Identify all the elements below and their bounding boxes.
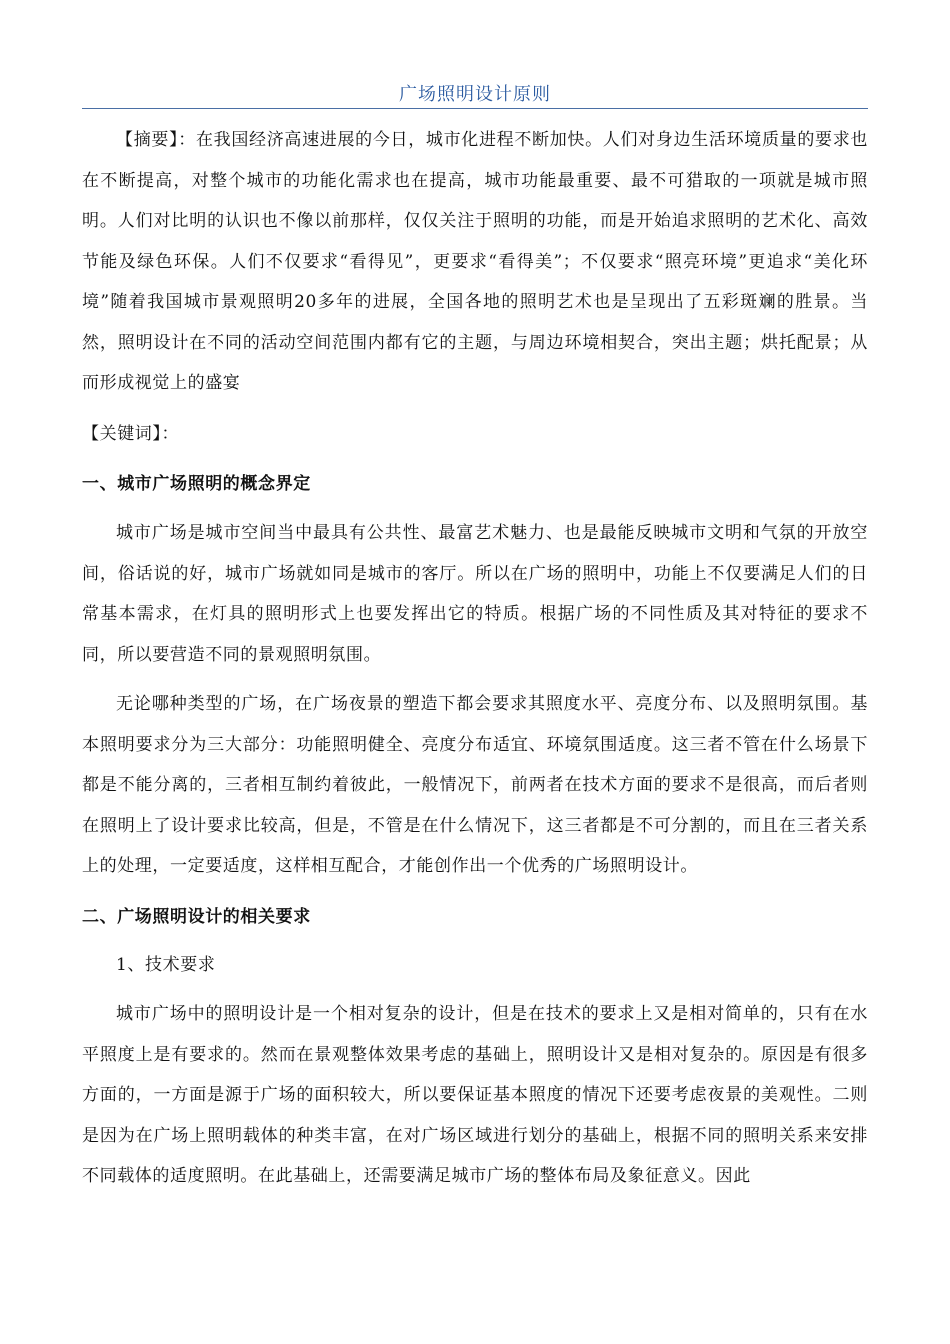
header-title: 广场照明设计原则 <box>399 84 551 105</box>
keywords-label: 【关键词】： <box>82 423 180 444</box>
section-1-paragraph-2: 无论哪种类型的广场，在广场夜景的塑造下都会要求其照度水平、亮度分布、以及照明氛围。基本照明要求分为三大部分：功能照明健全、亮度分布适宜、环境氛围适度。这三者不管在什么场景下都是不能分离的，三者相互制约着彼此，一般情况下，前两者在技术方面的要求不是很高，而后者则在照明上了设计要求比较高，但是，不管是在什么情况下，这三者都是不可分割的，而且在三者关系上的处理，一定要适度，这样相互配合，才能创作出一个优秀的广场照明设计。 <box>82 694 868 876</box>
abstract-label: 【摘要】： <box>116 130 196 150</box>
document-body <box>82 120 868 1197</box>
section-1-paragraph-1: 城市广场是城市空间当中最具有公共性、最富艺术魅力、也是最能反映城市文明和气氛的开放空间，俗话说的好，城市广场就如同是城市的客厅。所以在广场的照明中，功能上不仅要满足人们的日常基本需求，在灯具的照明形式上也要发挥出它的特质。根据广场的不同性质及其对特征的要求不同，所以要营造不同的景观照明氛围。 <box>82 523 868 665</box>
section-2-paragraph-1: 城市广场中的照明设计是一个相对复杂的设计，但是在技术的要求上又是相对简单的，只有在水平照度上是有要求的。然而在景观整体效果考虑的基础上，照明设计又是相对复杂的。原因是有很多方面的，一方面是源于广场的面积较大，所以要保证基本照度的情况下还要考虑夜景的美观性。二则是因为在广场上照明载体的种类丰富，在对广场区域进行划分的基础上，根据不同的照明关系来安排不同载体的适度照明。在此基础上，还需要满足城市广场的整体布局及象征意义。因此 <box>82 1004 868 1186</box>
section-1-heading: 一、城市广场照明的概念界定 <box>82 474 311 494</box>
abstract-paragraph <box>82 120 868 404</box>
section-2-subheading-1: 1、技术要求 <box>116 954 216 975</box>
section-2-heading: 二、广场照明设计的相关要求 <box>82 906 311 927</box>
abstract-text: 在我国经济高速进展的今日，城市化进程不断加快。人们对身边生活环境质量的要求也在不断提高，对整个城市的功能化需求也在提高，城市功能最重要、最不可猎取的一项就是城市照明。人们对比明的认识也不像以前那样，仅仅关注于照明的功能，而是开始追求照明的艺术化、高效节能及绿色环保。人们不仅要求“看得见”，更要求“看得美”；不仅要求“照亮环境”更追求“美化环境”随着我国城市景观照明20多年的进展，全国各地的照明艺术也是呈现出了五彩斑斓的胜景。当然，照明设计在不同的活动空间范围内都有它的主题，与周边环境相契合，突出主题；烘托配景；从而形成视觉上的盛宴 <box>82 130 868 393</box>
page-header <box>82 82 868 109</box>
